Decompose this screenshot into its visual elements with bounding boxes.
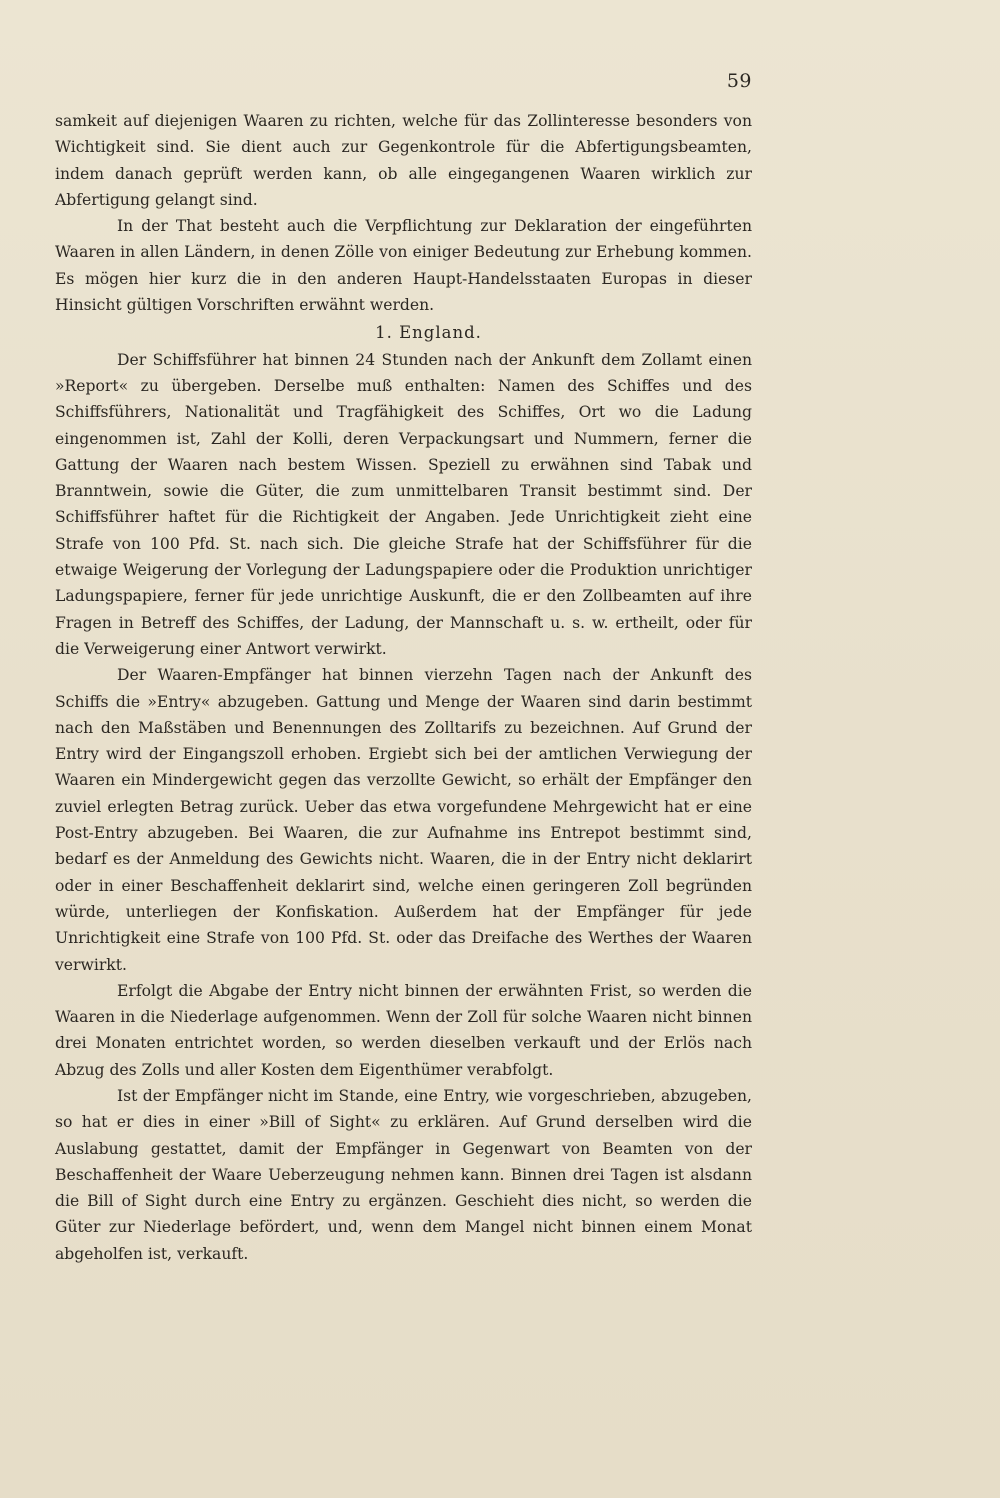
body-text	[55, 108, 752, 1267]
paragraph: Erfolgt die Abgabe der Entry nicht binnen der erwähnten Frist, so werden die Waaren in die Niederlage aufgenommen. Wenn der Zoll für solche Waaren nicht binnen drei Monaten entrichtet worden, so werden dieselben verkauft und der Erlös nach Abzug des Zolls und aller Kosten dem Eigenthümer verabfolgt.	[55, 981, 752, 1079]
paragraph: Der Schiffsführer hat binnen 24 Stunden nach der Ankunft dem Zollamt einen »Report« zu übergeben. Derselbe muß enthalten: Namen des Schiffes und des Schiffsführers, Nationalität und Tragfähigkeit des Schiffes, Ort wo die Ladung eingenommen ist, Zahl der Kolli, deren Verpackungsart und Nummern, ferner die Gattung der Waaren nach bestem Wissen. Speziell zu erwähnen sind Tabak und Branntwein, sowie die Güter, die zum unmittelbaren Transit bestimmt sind. Der Schiffsführer haftet für die Richtigkeit der Angaben. Jede Unrichtigkeit zieht eine Strafe von 100 Pfd. St. nach sich. Die gleiche Strafe hat der Schiffsführer für die etwaige Weigerung der Vorlegung der Ladungspapiere oder die Produktion unrichtiger Ladungspapiere, ferner für jede unrichtige Auskunft, die er den Zollbeamten auf ihre Fragen in Betreff des Schiffes, der Ladung, der Mannschaft u. s. w. ertheilt, oder für die Verweigerung einer Antwort verwirkt.	[55, 350, 752, 658]
section-heading: 1. England.	[375, 323, 482, 343]
paragraph: Ist der Empfänger nicht im Stande, eine Entry, wie vorgeschrieben, abzugeben, so hat er dies in einer »Bill of Sight« zu erklären. Auf Grund derselben wird die Auslabung gestattet, damit der Empfänger in Gegenwart von Beamten von der Beschaffenheit der Waare Ueberzeugung nehmen kann. Binnen drei Tagen ist alsdann die Bill of Sight durch eine Entry zu ergänzen. Geschieht dies nicht, so werden die Güter zur Niederlage befördert, und, wenn dem Mangel nicht binnen einem Monat abgeholfen ist, verkauft.	[55, 1086, 752, 1263]
page-number: 59	[726, 70, 752, 92]
paragraph-continuation: samkeit auf diejenigen Waaren zu richten, welche für das Zollinteresse besonders von Wichtigkeit sind. Sie dient auch zur Gegenkontrole für die Abfertigungsbeamten, indem danach geprüft werden kann, ob alle eingegangenen Waaren wirklich zur Abfertigung gelangt sind.	[55, 112, 752, 209]
paragraph: Der Waaren-Empfänger hat binnen vierzehn Tagen nach der Ankunft des Schiffs die »Entry« abzugeben. Gattung und Menge der Waaren sind darin bestimmt nach den Maßstäben und Benennungen des Zolltarifs zu bezeichnen. Auf Grund der Entry wird der Eingangszoll erhoben. Ergiebt sich bei der amtlichen Verwiegung der Waaren ein Mindergewicht gegen das verzollte Gewicht, so erhält der Empfänger den zuviel erlegten Betrag zurück. Ueber das etwa vorgefundene Mehrgewicht hat er eine Post-Entry abzugeben. Bei Waaren, die zur Aufnahme ins Entrepot bestimmt sind, bedarf es der Anmeldung des Gewichts nicht. Waaren, die in der Entry nicht deklarirt oder in einer Beschaffenheit deklarirt sind, welche einen geringeren Zoll begründen würde, unterliegen der Konfiskation. Außerdem hat der Empfänger für jede Unrichtigkeit eine Strafe von 100 Pfd. St. oder das Dreifache des Werthes der Waaren verwirkt.	[55, 666, 752, 974]
paragraph: In der That besteht auch die Verpflichtung zur Deklaration der eingeführten Waaren in allen Ländern, in denen Zölle von einiger Bedeutung zur Erhebung kommen. Es mögen hier kurz die in den anderen Haupt-Handelsstaaten Europas in dieser Hinsicht gültigen Vorschriften erwähnt werden.	[55, 217, 752, 315]
